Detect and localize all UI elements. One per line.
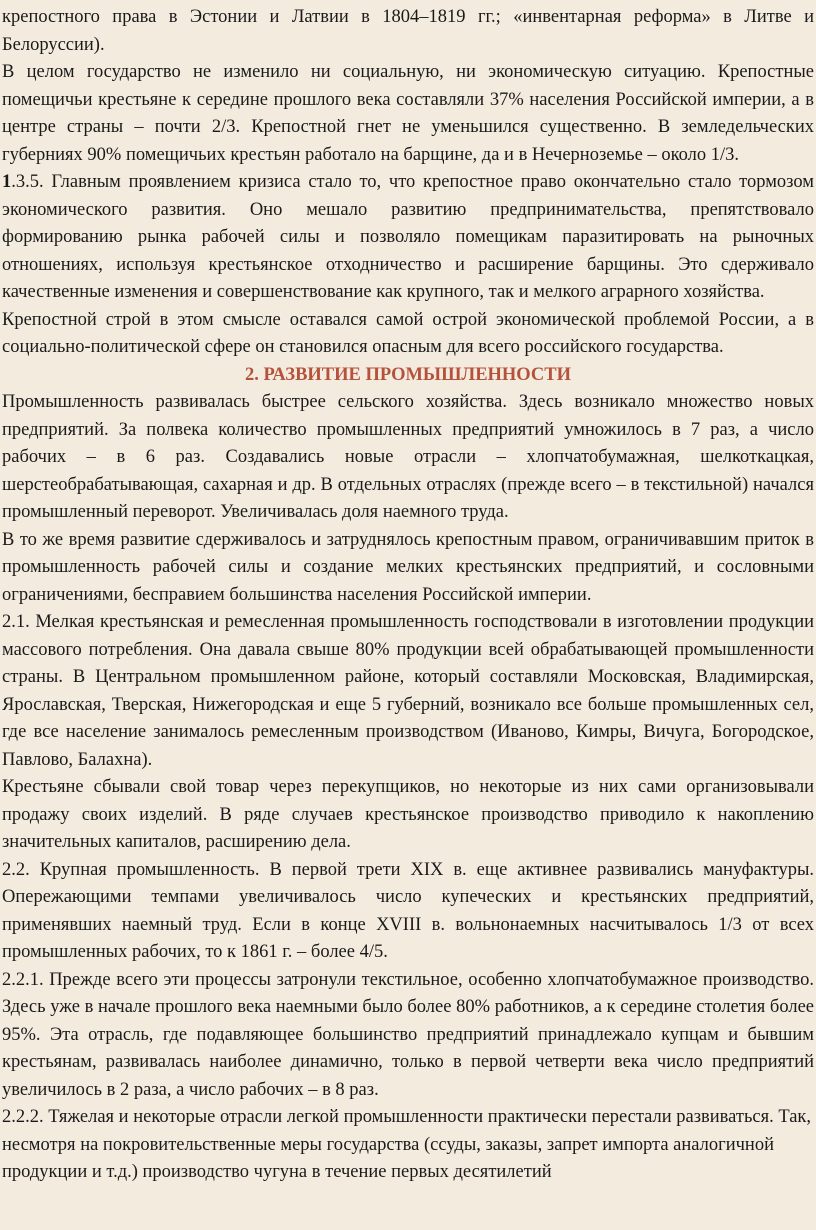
paragraph-reform-continuation: крепостного права в Эстонии и Латвии в 1804–1819 гг.; «инвентарная реформа» в Литве и Белоруссии). [2, 7, 814, 55]
section-heading: 2. РАЗВИТИЕ ПРОМЫШЛЕННОСТИ [244, 364, 572, 385]
paragraph-peasant-trade: Крестьяне сбывали свой товар через перекупщиков, но некоторые из них сами организовывали продажу своих изделий. В ряде случаев крестьянское производство приводило к накоплению значительных капиталов, расширению дела. [2, 777, 814, 852]
paragraph-section-2-2-1: 2.2.1. Прежде всего эти процессы затронули текстильное, особенно хлопчатобумажное производство. Здесь уже в начале прошлого века наемными было более 80% работников, а к середине столетия более 95%. Эта отрасль, где подавляющее большинство предприятий принадлежало купцам и бывшим крестьянам, развивалась наиболее динамично, только в первой четверти века число предприятий увеличилось в 2 раза, а число рабочих – в 8 раз. [2, 969, 814, 1100]
paragraph-industry-constraints: В то же время развитие сдерживалось и затруднялось крепостным правом, ограничивавшим приток в промышленность рабочей силы и создание мелких крестьянских предприятий, и сословными ограничениями, бесправием большинства населения Российской империи. [2, 529, 814, 605]
section-1-3-5-text: .3.5. Главным проявлением кризиса стало то, что крепостное право окончательно стало тормозом экономического развития. Оно мешало развитию предпринимательства, препятствовало формированию рынка рабочей силы и позволяло помещикам паразитировать на рыночных отношениях, используя крестьянское отходничество и расширение барщины. Это сдерживало качественные изменения и совершенствование как крупного, так и мелкого аграрного хозяйства. [2, 172, 814, 302]
paragraph-industry-growth: Промышленность развивалась быстрее сельского хозяйства. Здесь возникало множество новых предприятий. За полвека количество промышленных предприятий умножилось в 7 раз, а число рабочих – в 6 раз. Создавались новые отрасли – хлопчатобумажная, шелкоткацкая, шерстеобрабатывающая, сахарная и др. В отдельных отраслях (прежде всего – в текстильной) начался промышленный переворот. Увеличивалась доля наемного труда. [2, 392, 814, 522]
paragraph-section-1-3-5 [0, 169, 816, 307]
paragraph-section-2-1: 2.1. Мелкая крестьянская и ремесленная промышленность господствовали в изготовлении продукции массового потребления. Она давала свыше 80% продукции всей обрабатывающей промышленности страны. В Центральном промышленном районе, который составляли Московская, Владимирская, Ярославская, Тверская, Нижегородская и еще 5 губерний, возникало все больше промышленных сел, где все население занималось ремесленным производством (Иваново, Кимры, Вичуга, Богородское, Павлово, Балахна). [2, 612, 814, 770]
paragraph-state-situation: В целом государство не изменило ни социальную, ни экономическую ситуацию. Крепостные помещичьи крестьяне к середине прошлого века составляли 37% населения Российской империи, а в центре страны – почти 2/3. Крепостной гнет не уменьшился существенно. В земледельческих губерниях 90% помещичьих крестьян работало на барщине, да и в Нечерноземье – около 1/3. [2, 62, 814, 165]
paragraph-serfdom-problem: Крепостной строй в этом смысле оставался самой острой экономической проблемой России, а в социально-политической сфере он становился опасным для всего российского государства. [2, 309, 814, 357]
section-number-lead: 1 [2, 172, 12, 192]
paragraph-section-2-2: 2.2. Крупная промышленность. В первой трети XIX в. еще активнее развивались мануфактуры. Опережающими темпами увеличивалось число купеческих и крестьянских предприятий, применявших наемный труд. Если в конце XVIII в. вольнонаемных насчитывалось 1/3 от всех промышленных рабочих, то к 1861 г. – более 4/5. [2, 859, 814, 962]
paragraph-section-2-2-2: 2.2.2. Тяжелая и некоторые отрасли легкой промышленности практически перестали развиваться. Так, несмотря на покровительственные меры государства (ссуды, заказы, запрет импорта аналогичной продукции и т.д.) производство чугуна в течение первых десятилетий [2, 1107, 812, 1182]
